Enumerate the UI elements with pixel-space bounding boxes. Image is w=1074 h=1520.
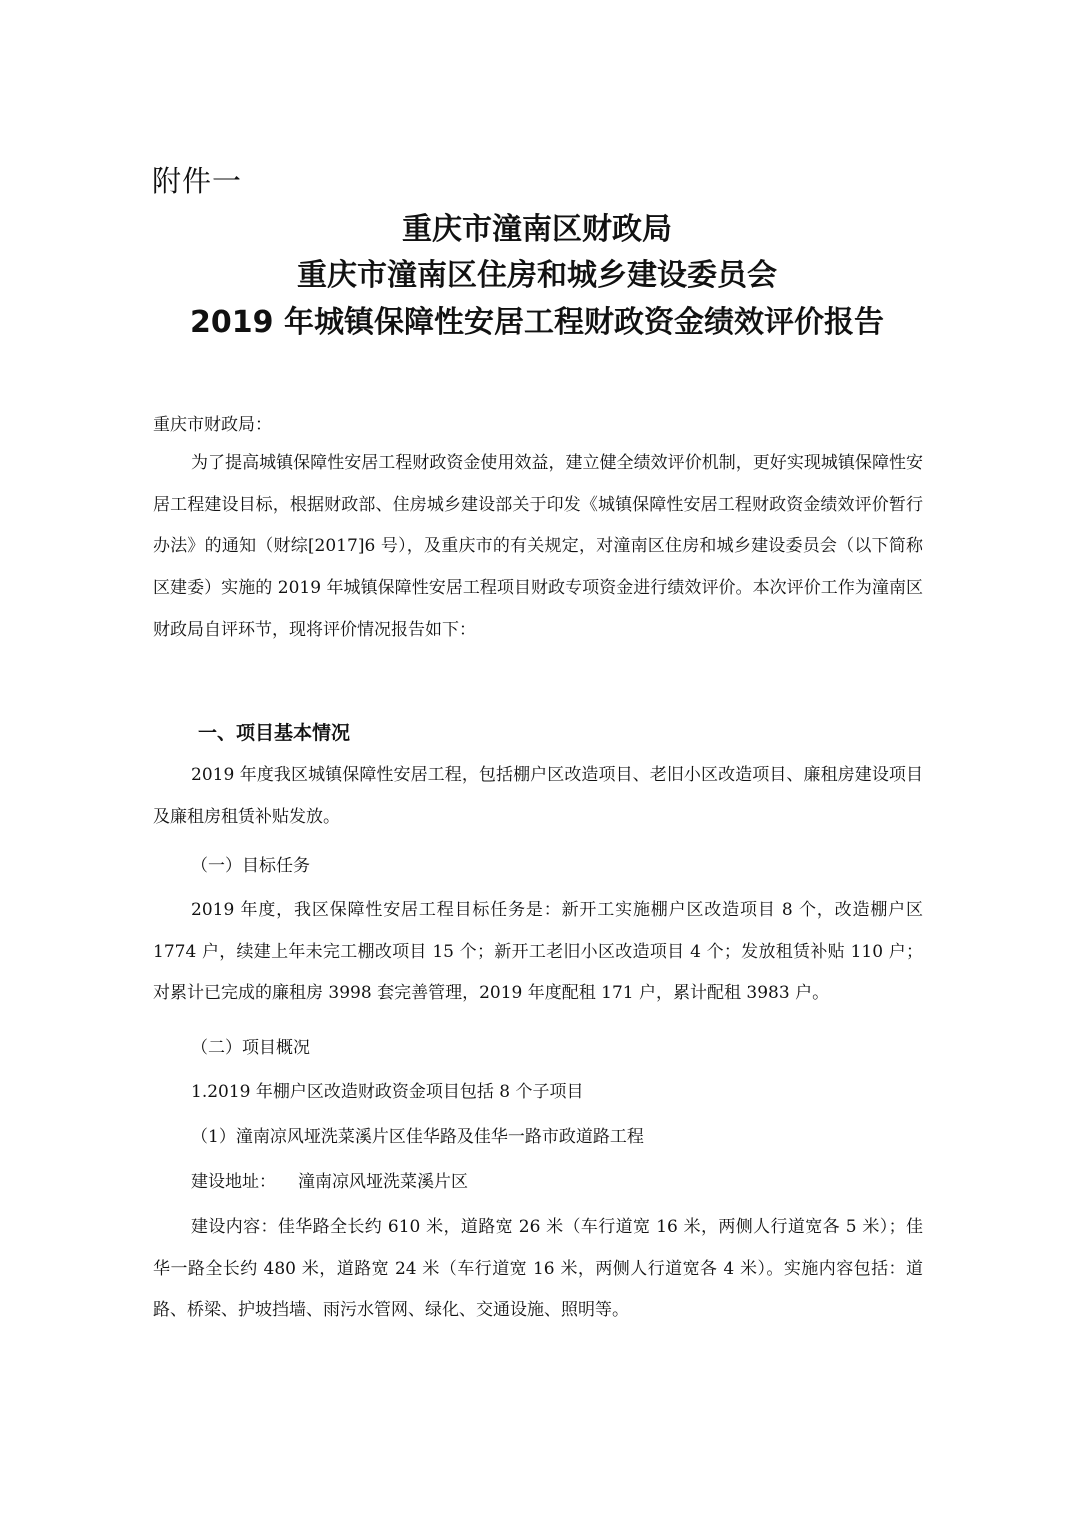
attachment-label: 附件一 — [152, 164, 243, 198]
title-line-1: 重庆市潼南区财政局 — [402, 212, 672, 247]
subsection-title-overview: （二）项目概况 — [191, 1038, 310, 1058]
address-line — [191, 1167, 468, 1197]
title-line-2: 重庆市潼南区住房和城乡建设委员会 — [297, 258, 777, 293]
overview-paragraph: 2019 年度我区城镇保障性安居工程，包括棚户区改造项目、老旧小区改造项目、廉租房建设项目及廉租房租赁补贴发放。 — [153, 765, 923, 827]
intro-paragraph: 为了提高城镇保障性安居工程财政资金使用效益，建立健全绩效评价机制，更好实现城镇保障性安居工程建设目标，根据财政部、住房城乡建设部关于印发《城镇保障性安居工程财政资金绩效评价暂行办法》的通知（财综[2017]6 号），及重庆市的有关规定，对潼南区住房和城乡建设委员会（以下简称区建委）实施的 2019 年城镇保障性安居工程项目财政专项资金进行绩效评价。本次评价工作为潼南区财政局自评环节，现将评价情况报告如下： — [153, 453, 923, 640]
address-value: 潼南凉风垭洗菜溪片区 — [298, 1172, 468, 1192]
targets-paragraph: 2019 年度，我区保障性安居工程目标任务是：新开工实施棚户区改造项目 8 个，改造棚户区 1774 户，续建上年未完工棚改项目 15 个；新开工老旧小区改造项目 4 个；发放租赁补贴 110 户；对累计已完成的廉租房 3998 套完善管理，2019 年度配租 171 户，累计配租 3983 户。 — [153, 900, 923, 1004]
subsection-title-targets: （一）目标任务 — [191, 856, 310, 876]
salutation: 重庆市财政局： — [153, 415, 272, 435]
section-heading: 一、项目基本情况 — [198, 722, 351, 744]
item-title: 1.2019 年棚户区改造财政资金项目包括 8 个子项目 — [191, 1082, 584, 1102]
project-title: （1）潼南凉风垭洗菜溪片区佳华路及佳华一路市政道路工程 — [191, 1127, 644, 1147]
title-line-3: 2019 年城镇保障性安居工程财政资金绩效评价报告 — [190, 305, 884, 340]
content-paragraph: 建设内容：佳华路全长约 610 米，道路宽 26 米（车行道宽 16 米，两侧人行道宽各 5 米）；佳华一路全长约 480 米，道路宽 24 米（车行道宽 16 米，两侧人行道宽各 4 米）。实施内容包括：道路、桥梁、护坡挡墙、雨污水管网、绿化、交通设施、照明等。 — [153, 1217, 923, 1321]
address-label: 建设地址： — [191, 1172, 276, 1192]
